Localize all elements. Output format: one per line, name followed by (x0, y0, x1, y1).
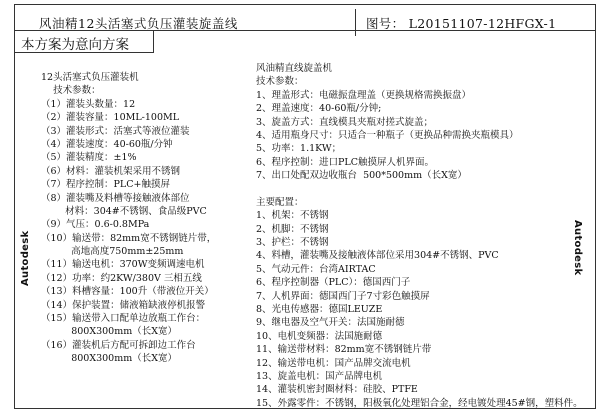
title-block (14, 4, 596, 31)
spec-line: 5、气动元件：台湾AIRTAC (256, 263, 376, 275)
spec-line: 4、适用瓶身尺寸：只适合一种瓶子（更换品种需换夹瓶模具） (256, 129, 519, 141)
spec-line: （12）功率：约2KW/380V 三相五线 (41, 272, 202, 284)
spec-line: （5）灌装精度：±1% (41, 152, 137, 164)
spec-line: 3、旋盖方式：直线模具夹瓶对搓式旋盖； (256, 116, 434, 128)
spec-line: 2、理盖速度：40-60瓶/分钟; (256, 103, 382, 115)
spec-line: 800X300mm（长X宽） (41, 326, 178, 338)
spec-line: （13）料槽容量：100升（带液位开关） (41, 286, 214, 298)
spec-line: （3）灌装形式：活塞式等液位灌装 (41, 125, 190, 137)
spec-line: （1）灌装头数量：12 (41, 98, 136, 110)
scheme-label: 本方案为意向方案 (21, 37, 129, 53)
spec-line: 10、电机变频器：法国施耐德 (256, 330, 383, 342)
scheme-label-box (14, 31, 154, 53)
spec-line: （9）气压：0.6-0.8MPa (41, 219, 150, 231)
drawing-number: 图号： L20151107-12HFGX-1 (366, 16, 557, 31)
spec-line: 6、程序控制器（PLC）：德国西门子 (256, 277, 411, 289)
spec-line: 8、光电传感器：德国LEUZE (256, 304, 383, 316)
spec-line: 12、输送带电机：国产品牌交流电机 (256, 357, 411, 369)
spec-line: （8）灌装嘴及料槽等接触液体部位 (41, 192, 190, 204)
spec-line: 4、料槽，灌装嘴及接触液体部位采用304#不锈钢、PVC (256, 250, 499, 262)
spec-line: （10）输送带：82mm宽不锈钢链片带， (41, 232, 217, 244)
document-title: 风油精12头活塞式负压灌装旋盖线 (39, 16, 238, 31)
spec-line: 1、理盖形式：电磁振盘理盖（更换规格需换振盘） (256, 89, 472, 101)
watermark-right: Autodesk (572, 220, 583, 276)
spec-line: （6）材料：灌装机架采用不锈钢 (41, 165, 181, 177)
spec-line: 3、护栏：不锈钢 (256, 237, 329, 249)
watermark-left: Autodesk (20, 230, 31, 286)
spec-line: 风油精直线旋盖机 (256, 63, 333, 74)
spec-line: 高地高度750mm±25mm (41, 246, 184, 258)
spec-line: （4）灌装速度：40-60瓶/分钟 (41, 138, 173, 150)
spec-line: 材料：304#不锈钢、食品级PVC (41, 205, 207, 217)
spec-line: 13、旋盖电机：国产品牌电机 (256, 370, 383, 382)
spec-line (256, 183, 583, 196)
spec-line: 9、继电器及空气开关：法国施耐德 (256, 317, 405, 329)
spec-line: 技术参数： (256, 76, 304, 88)
spec-line: 技术参数： (41, 85, 101, 97)
spec-line: （15）输送带入口配单边放瓶工作台： (41, 313, 206, 325)
filling-machine-specs (41, 71, 216, 366)
spec-line: 5、功率：1.1KW； (256, 143, 342, 155)
spec-line: 2、机脚：不锈钢 (256, 223, 329, 235)
spec-line: （2）灌装容量：10ML-100ML (41, 112, 180, 124)
spec-line: 7、人机界面：德国西门子7寸彩色触摸屏 (256, 290, 430, 302)
spec-line: 7、出口处配双边收瓶台 500*500mm（长X宽） (256, 170, 467, 182)
spec-line: （11）输送电机：370W变频调速电机 (41, 259, 205, 271)
spec-line: 12头活塞式负压灌装机 (41, 72, 139, 83)
spec-line: （16）灌装机后方配可拆卸边工作台 (41, 339, 196, 351)
spec-line: 15、外露零件：不锈钢，阳极氧化处理铝合金，经电镀处理45#钢，塑料件。 (256, 397, 583, 409)
spec-line: （7）程序控制：PLC+触摸屏 (41, 179, 170, 191)
spec-line: （14）保护装置：储液箱缺液停机报警 (41, 299, 206, 311)
spec-line: 6、程序控制：进口PLC触摸屏人机界面。 (256, 156, 435, 168)
capping-machine-specs (256, 62, 583, 410)
spec-line: 1、机架：不锈钢 (256, 210, 329, 222)
spec-line: 主要配置： (256, 196, 304, 208)
drawing-number-cell (355, 9, 600, 36)
spec-line: 14、灌装机密封圈材料：硅胶、PTFE (256, 384, 418, 396)
spec-line: 800X300mm（长X宽） (41, 353, 178, 365)
spec-line: 11、输送带材料：82mm宽不锈钢链片带 (256, 344, 432, 356)
